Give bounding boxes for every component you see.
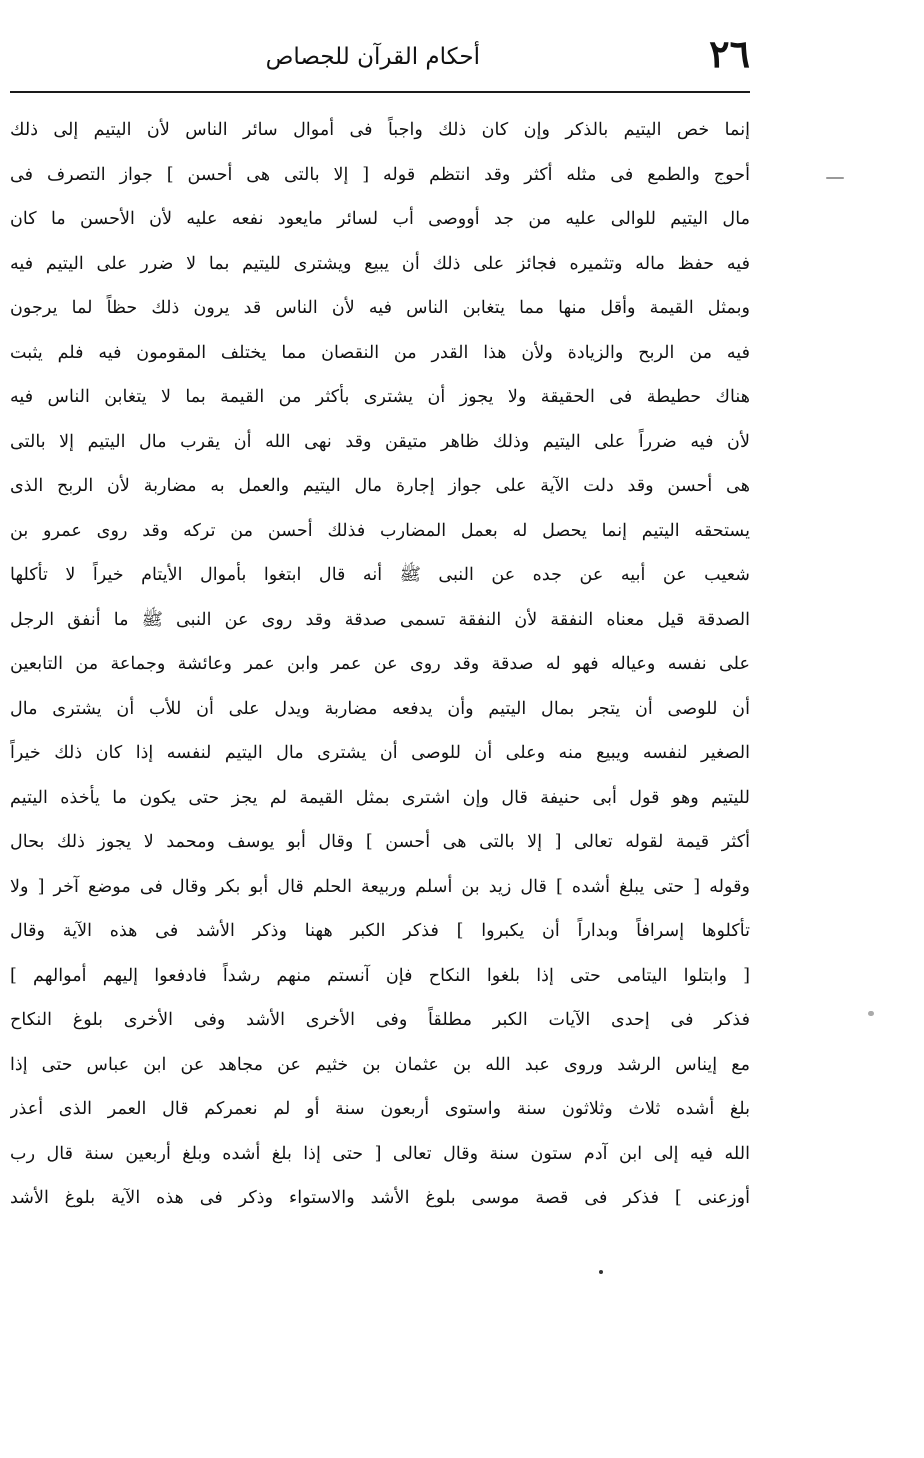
text-line: إنما خص اليتيم بالذكر وإن كان ذلك واجباً فى أموال سائر الناس لأن اليتيم إلى ذلك xyxy=(10,120,750,140)
text-line: وبمثل القيمة وأقل منها مما يتغابن الناس فيه لأن الناس قد يرون ذلك حظاً لما يرجون xyxy=(10,298,750,318)
running-title: أحكام القرآن للجصاص xyxy=(265,44,480,70)
text-line: هناك حطيطة فى الحقيقة ولا يجوز أن يشترى بأكثر من القيمة بما لا يتغابن الناس فيه xyxy=(10,387,750,407)
text-line: بلغ أشده ثلاث وثلاثون سنة واستوى أربعون سنة أو لم نعمركم قال العمر الذى أعذر xyxy=(10,1099,750,1119)
text-line: أن للوصى أن يتجر بمال اليتيم وأن يدفعه مضاربة ويدل على أن للأب أن يشترى مال xyxy=(10,698,750,719)
text-line: شعيب عن أبيه عن جده عن النبى ﷺ أنه قال ابتغوا بأموال الأيتام خيراً لا تأكلها xyxy=(10,565,750,585)
scan-mark xyxy=(826,177,844,179)
body-text xyxy=(10,108,750,1221)
page-number: ٢٦ xyxy=(709,31,750,76)
text-line: تأكلوها إسرافاً وبداراً أن يكبروا ] فذكر الكبر ههنا وذكر الأشد فى هذه الآية وقال xyxy=(10,921,750,941)
text-line: [ وابتلوا اليتامى حتى إذا بلغوا النكاح فإن آنستم منهم رشداً فادفعوا إليهم أموالهم ] xyxy=(10,965,750,986)
header-rule xyxy=(10,91,750,93)
text-line: يستحقه اليتيم إنما يحصل له بعمل المضارب فذلك أحسن من تركه وقد روى عمرو بن xyxy=(10,520,750,541)
text-line: وقوله [ حتى يبلغ أشده ] قال زيد بن أسلم وربيعة الحلم قال أبو بكر وقال فى موضع آخر [ ولا xyxy=(10,876,750,897)
text-line: الله فيه إلى ابن آدم ستون سنة وقال تعالى [ حتى إذا بلغ أشده وبلغ أربعين سنة قال رب xyxy=(10,1143,750,1164)
text-line: لليتيم وهو قول أبى حنيفة قال وإن اشترى بمثل القيمة لم يجز حتى يكون ما يأخذه اليتيم xyxy=(10,787,750,808)
text-line: الصغير لنفسه ويبيع منه وعلى أن للوصى أن يشترى مال اليتيم لنفسه إذا كان ذلك خيراً xyxy=(10,743,750,763)
text-line: أوزعنى ] فذكر فى قصة موسى بلوغ الأشد والاستواء وذكر فى هذه الآية بلوغ الأشد xyxy=(10,1188,750,1208)
text-line: أكثر قيمة لقوله تعالى [ إلا بالتى هى أحسن ] وقال أبو يوسف ومحمد لا يجوز ذلك بحال xyxy=(10,832,750,852)
text-line: مع إيناس الرشد وروى عبد الله بن عثمان بن خثيم عن مجاهد عن ابن عباس حتى إذا xyxy=(10,1054,750,1075)
text-line: لأن فيه ضرراً على اليتيم وذلك ظاهر متيقن وقد نهى الله أن يقرب مال اليتيم إلا بالتى xyxy=(10,431,750,452)
text-line: هى أحسن وقد دلت الآية على جواز إجارة مال اليتيم والعمل به مضاربة لأن الربح الذى xyxy=(10,476,750,496)
scan-mark xyxy=(599,1270,603,1274)
text-line: الصدقة قيل معناه النفقة لأن النفقة تسمى صدقة وقد روى عن النبى ﷺ ما أنفق الرجل xyxy=(10,609,750,630)
text-line: فذكر فى إحدى الآيات الكبر مطلقاً وفى الأخرى الأشد وفى الأخرى بلوغ النكاح xyxy=(10,1010,750,1030)
scan-mark xyxy=(868,1011,874,1016)
text-line: أحوج والطمع فى مثله أكثر وقد انتظم قوله [ إلا بالتى هى أحسن ] جواز التصرف فى xyxy=(10,164,750,185)
text-line: فيه حفظ ماله وتثميره فجائز على ذلك أن يبيع ويشترى لليتيم بما لا ضرر على اليتيم فيه xyxy=(10,253,750,274)
text-line: على نفسه وعياله فهو له صدقة وقد روى عن عمر وابن عمر وعائشة وجماعة من التابعين xyxy=(10,654,750,674)
text-line: فيه من الربح والزيادة ولأن هذا القدر من النقصان مما يختلف المقومون فيه فلم يثبت xyxy=(10,342,750,363)
page-header xyxy=(10,32,750,88)
text-line: مال اليتيم للوالى عليه من جد أووصى أب لسائر مايعود نفعه عليه لأن الأحسن ما كان xyxy=(10,209,750,229)
